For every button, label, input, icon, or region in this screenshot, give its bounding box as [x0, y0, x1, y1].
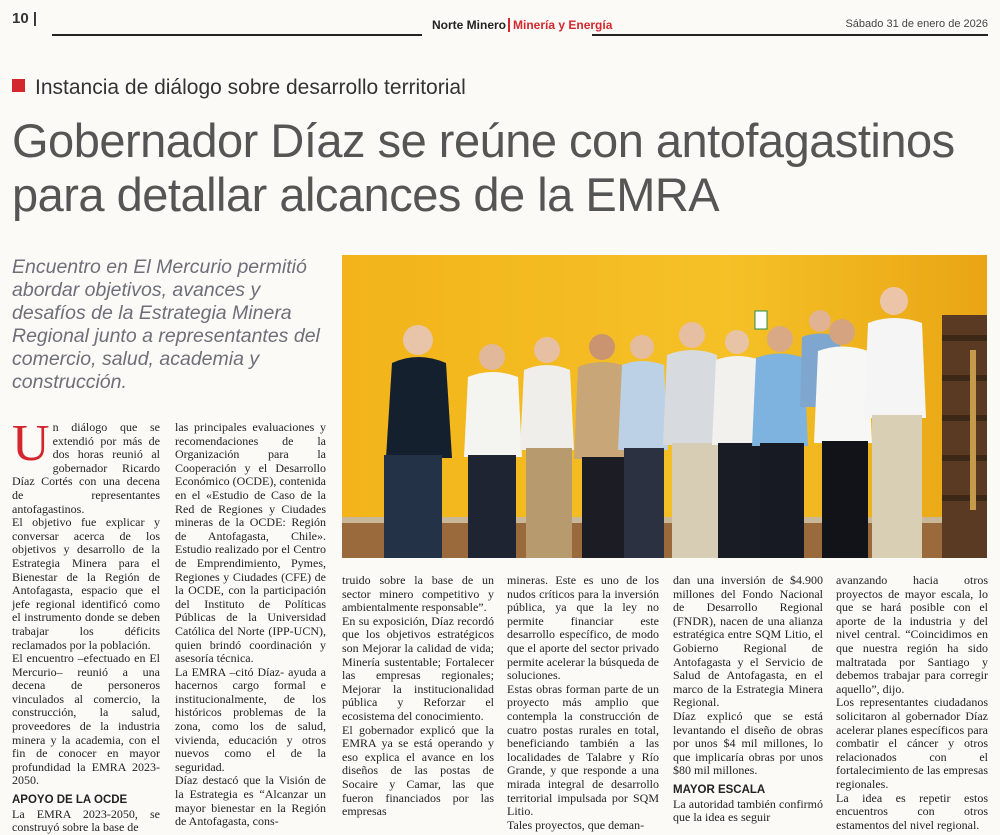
body-column-5 — [673, 574, 823, 825]
subhead-apoyo: APOYO DE LA OCDE — [12, 794, 128, 807]
header-rule-left — [52, 34, 422, 36]
subsection-name: Minería y Energía — [508, 18, 612, 32]
col5-paragraph-2: Díaz explicó que se está levantando el diseño de obras por unos $4 mil millones, lo que implicaría obras por unos $80 mil millones. — [673, 708, 823, 778]
col2-paragraph-1: las principales evaluaciones y recomendaciones de la Organización para la Cooperación y el Desarrollo Económico (OCDE), contenida en el «Estudio de Caso de la Red de Regiones y Ciudades mineras de la OCDE: Región de Antofagasta, Chile». Estudio realizado por el Centro de Emprendimiento, Pymes, Regiones y Ciudades (CFE) de la OCDE, con la participación del Instituto de Políticas Públicas de la Universidad Católica del Norte (IPP-UCN), quien brindó coordinación y asesoría técnica. — [175, 420, 326, 666]
section-name: Norte Minero — [432, 18, 507, 32]
group-photo-illustration — [342, 255, 987, 558]
col1-paragraph-3: El encuentro –efectuado en El Mercurio– reunió a una decena de personeros vinculados al comercio, la construcción, la salud, proveedores de la industria minera y la academia, con el fin de conocer en mayor profundidad la EMRA 2023-2050. — [12, 651, 160, 788]
col3-paragraph-3: El gobernador explicó que la EMRA ya se está operando y eso explica el avance en los diseños de las postas de Socaire y Camar, las que fueron financiados por las empresas — [342, 722, 494, 819]
col4-paragraph-3: Tales proyectos, que deman- — [507, 817, 645, 832]
headline: Gobernador Díaz se reúne con antofagastinos para detallar alcances de la EMRA — [12, 114, 955, 221]
col6-paragraph-3: La idea es repetir estos encuentros con otros estamentos del nivel regional. — [836, 790, 988, 832]
body-column-1 — [12, 415, 160, 835]
lede: Encuentro en El Mercurio permitió abordar objetivos, avances y desafíos de la Estrategia Minera Regional junto a representantes del comercio, salud, academia y construcción. — [12, 256, 320, 393]
col5-paragraph-1: dan una inversión de $4.900 millones del Fondo Nacional de Desarrollo Regional (FNDR), nacen de una alianza estratégica entre SQM Litio, el Gobierno Regional de Antofagasta y el Servicio de Salud de Antofagasta, en el marco de la Estrategia Minera Regional. — [673, 573, 823, 710]
drop-cap: U — [12, 415, 50, 472]
col1-paragraph-2: El objetivo fue explicar y conversar acerca de los objetivos y desarrollo de la Estrategia Minera para el Bienestar de la Región de Antofagasta, espacio que el jefe regional identificó como el instrumento donde se deben trabajar los déficits reclamados por la población. — [12, 515, 160, 652]
col6-paragraph-1: avanzando hacia otros proyectos de mayor escala, lo que se hará posible con el aporte de la industria y del nivel central. “Coincidimos en que nuestra región ha sido maltratada por Santiago y debemos trabajar para corregir aquello”, dijo. — [836, 573, 988, 696]
col2-paragraph-2: La EMRA –citó Díaz- ayuda a hacernos cargo formal e institucionalmente, de los históricos problemas de la zona, como los de salud, vivienda, educación y otros nuevos como el de la seguridad. — [175, 664, 326, 774]
body-column-3 — [342, 574, 494, 819]
kicker-square-icon — [12, 79, 25, 92]
body-column-6 — [836, 574, 988, 832]
col4-paragraph-1: mineras. Este es uno de los nudos críticos para la inversión pública, ya que la ley no permite financiar este desarrollo específico, de modo que el aporte del sector privado permite acelerar la búsqueda de soluciones. — [507, 573, 659, 683]
page-number: 10 | — [12, 10, 38, 27]
col5-paragraph-3: La autoridad también confirmó que la idea es seguir — [673, 796, 823, 825]
col6-paragraph-2: Los representantes ciudadanos solicitaron al gobernador Díaz acelerar planes específicos para combatir el cáncer y otros relacionados con el fortalecimiento de las empresas regionales. — [836, 695, 988, 791]
header-rule-right — [592, 34, 988, 36]
page-header — [12, 8, 988, 34]
col3-paragraph-2: En su exposición, Díaz recordó que los objetivos estratégicos son Mejorar la calidad de vida; Minería sustentable; Fortalecer las empresas regionales; Mejorar la institucionalidad pública y Reforzar el ecosistema del conocimiento. — [342, 613, 494, 723]
exit-sign-icon — [755, 311, 767, 329]
col1-paragraph-4: La EMRA 2023-2050, se construyó sobre la base de — [12, 806, 160, 835]
group-photo — [342, 255, 987, 558]
col3-paragraph-1: truido sobre la base de un sector minero competitivo y ambientalmente responsable”. — [342, 573, 494, 615]
col1-paragraph-1: n diálogo que se extendió por más de dos horas reunió al gobernador Ricardo Díaz Cortés con una decena de representantes antofagastinos. — [12, 420, 160, 516]
subhead-mayor-escala: MAYOR ESCALA — [673, 783, 766, 796]
col2-paragraph-3: Díaz destacó que la Visión de la Estrategia es “Alcanzar un mayor bienestar en la Región de Antofagasta, cons- — [175, 773, 326, 829]
kicker-text: Instancia de diálogo sobre desarrollo territorial — [35, 76, 466, 99]
issue-date: Sábado 31 de enero de 2026 — [845, 18, 988, 30]
body-column-2 — [175, 421, 326, 829]
col4-paragraph-2: Estas obras forman parte de un proyecto más amplio que contempla la construcción de cuatro postas rurales en total, beneficiando también a las localidades de Talabre y Río Grande, y que responde a una mirada integral de desarrollo territorial impulsada por SQM Litio. — [507, 681, 659, 819]
kicker — [12, 76, 466, 100]
body-column-4 — [507, 574, 659, 832]
section-label — [432, 18, 612, 32]
